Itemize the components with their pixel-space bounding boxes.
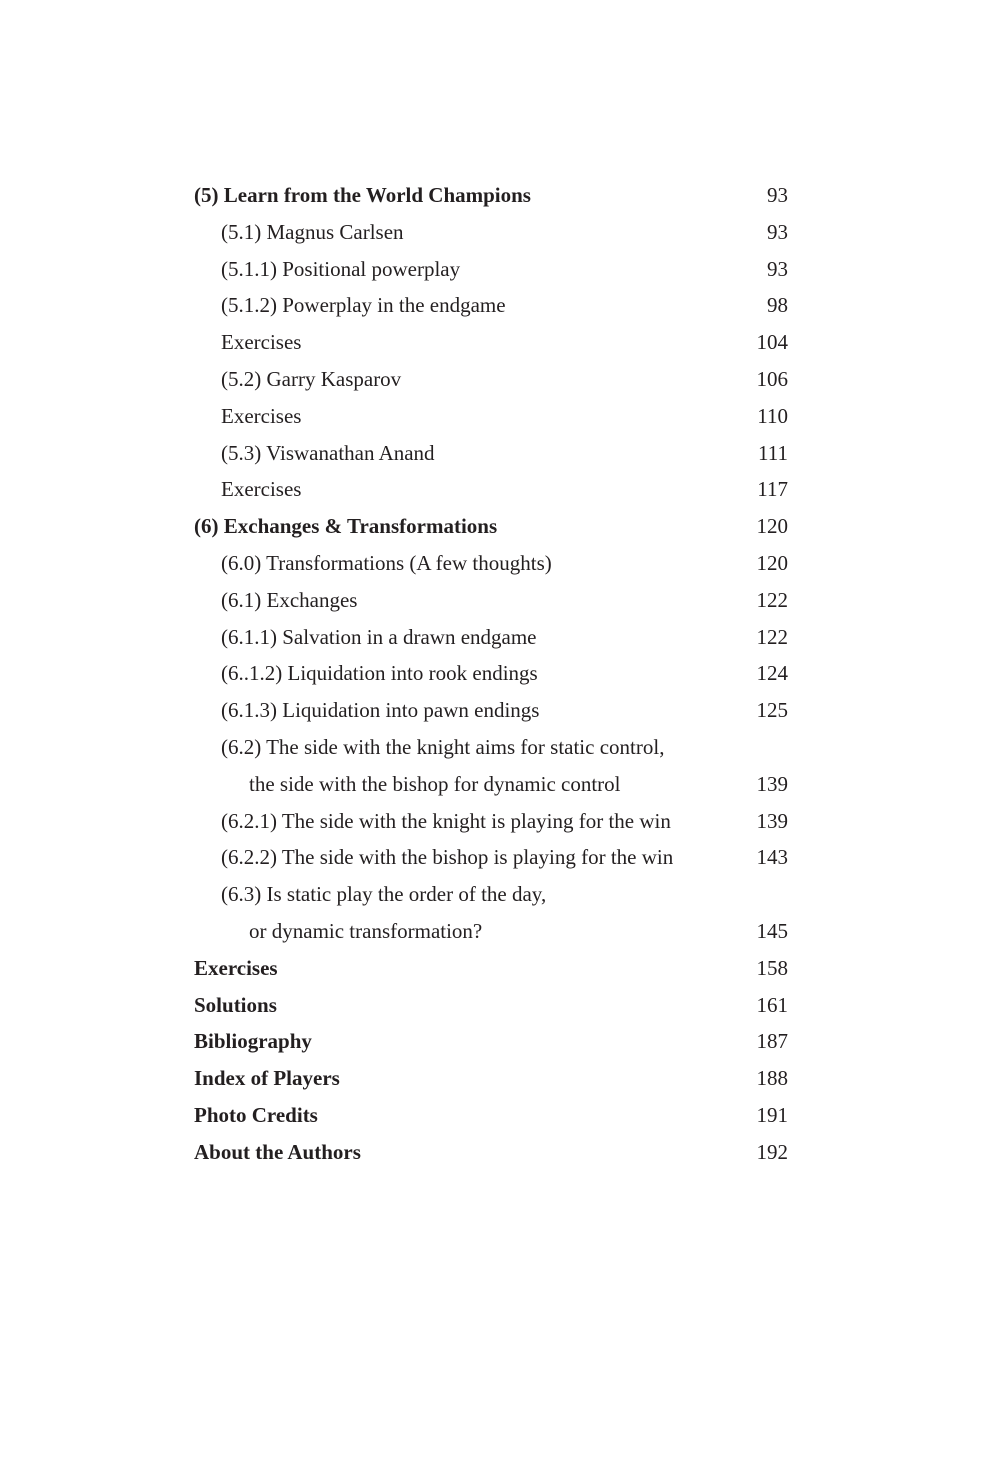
toc-entry-title: Photo Credits [194, 1102, 318, 1127]
toc-section-entry [194, 582, 788, 619]
toc-entry-page-number: 93 [767, 219, 788, 244]
toc-chapter-entry [194, 1134, 788, 1171]
toc-chapter-entry [194, 1060, 788, 1097]
toc-entry-title: (6.2) The side with the knight aims for static control, [221, 734, 665, 759]
toc-entry-page-number: 139 [756, 808, 788, 833]
toc-entry-page-number: 143 [756, 845, 788, 870]
toc-entry-title: or dynamic transformation? [249, 918, 483, 943]
toc-entry-page-number: 98 [767, 293, 788, 318]
toc-chapter-entry [194, 508, 788, 545]
toc-entry-page-number: 192 [756, 1139, 788, 1164]
toc-entry-title: (5.1) Magnus Carlsen [221, 219, 404, 244]
toc-entry-page-number: 191 [756, 1102, 788, 1127]
toc-entry-title: Index of Players [194, 1066, 340, 1091]
toc-section-entry [194, 692, 788, 729]
toc-chapter-entry [194, 987, 788, 1024]
toc-section-entry [194, 655, 788, 692]
toc-entry-title: (6..1.2) Liquidation into rook endings [221, 661, 538, 686]
toc-entry-page-number: 93 [767, 256, 788, 281]
toc-entry-page-number: 117 [757, 477, 788, 502]
toc-entry-page-number: 122 [756, 624, 788, 649]
toc-entry-page-number: 111 [758, 440, 788, 465]
toc-entry-title: (6.1.3) Liquidation into pawn endings [221, 698, 540, 723]
toc-section-entry [194, 876, 788, 913]
toc-entry-title: Exercises [221, 330, 302, 355]
toc-entry-title: Exercises [221, 477, 302, 502]
toc-entry-page-number: 122 [756, 587, 788, 612]
toc-section-entry [194, 545, 788, 582]
toc-entry-page-number: 125 [756, 698, 788, 723]
toc-section-entry [194, 435, 788, 472]
toc-entry-page-number: 158 [756, 955, 788, 980]
toc-entry-title: (6.3) Is static play the order of the day, [221, 882, 547, 907]
toc-section-entry [194, 839, 788, 876]
toc-entry-page-number: 124 [756, 661, 788, 686]
toc-entry-page-number: 120 [756, 514, 788, 539]
toc-entry-page-number: 187 [756, 1029, 788, 1054]
toc-section-entry [194, 287, 788, 324]
toc-entry-title: (5.1.2) Powerplay in the endgame [221, 293, 506, 318]
toc-entry-page-number: 139 [756, 771, 788, 796]
toc-chapter-entry [194, 950, 788, 987]
toc-section-entry [194, 251, 788, 288]
toc-section-entry [194, 471, 788, 508]
toc-entry-page-number: 120 [756, 550, 788, 575]
toc-entry-page-number: 104 [756, 330, 788, 355]
toc-entry-title: (6.0) Transformations (A few thoughts) [221, 550, 552, 575]
toc-entry-title: About the Authors [194, 1139, 361, 1164]
toc-entry-title: (6) Exchanges & Transformations [194, 514, 498, 539]
toc-entry-title: (5.3) Viswanathan Anand [221, 440, 435, 465]
toc-chapter-entry [194, 1097, 788, 1134]
toc-entry-title: (5.2) Garry Kasparov [221, 366, 402, 391]
toc-entry-title: (5) Learn from the World Champions [194, 183, 531, 207]
toc-section-entry [194, 803, 788, 840]
toc-chapter-entry [194, 1023, 788, 1060]
toc-entry-title: (6.1.1) Salvation in a drawn endgame [221, 624, 537, 649]
toc-entry-title: (5.1.1) Positional powerplay [221, 256, 461, 281]
toc-entry-page-number: 188 [756, 1066, 788, 1091]
toc-entry-title: the side with the bishop for dynamic control [249, 771, 621, 796]
toc-entry-page-number: 93 [767, 183, 788, 207]
toc-section-entry [194, 361, 788, 398]
toc-entry-page-number: 110 [757, 403, 788, 428]
toc-entry-title: Solutions [194, 992, 277, 1017]
toc-entry-title: (6.1) Exchanges [221, 587, 358, 612]
toc-entry-title: Exercises [221, 403, 302, 428]
toc-section-entry [194, 619, 788, 656]
toc-entry-title: Exercises [194, 955, 278, 980]
toc-section-entry [194, 398, 788, 435]
toc-section-entry [194, 729, 788, 766]
toc-entry-title: Bibliography [194, 1029, 312, 1054]
toc-section-entry [194, 913, 788, 950]
toc-entry-page-number: 106 [756, 366, 788, 391]
toc-entry-page-number: 145 [756, 918, 788, 943]
toc-chapter-entry [194, 177, 788, 214]
toc-section-entry [194, 214, 788, 251]
toc-entry-title: (6.2.1) The side with the knight is playing for the win [221, 808, 671, 833]
toc-section-entry [194, 766, 788, 803]
toc-entry-page-number: 161 [756, 992, 788, 1017]
toc-entry-title: (6.2.2) The side with the bishop is playing for the win [221, 845, 674, 870]
toc-section-entry [194, 324, 788, 361]
table-of-contents [194, 177, 788, 1171]
